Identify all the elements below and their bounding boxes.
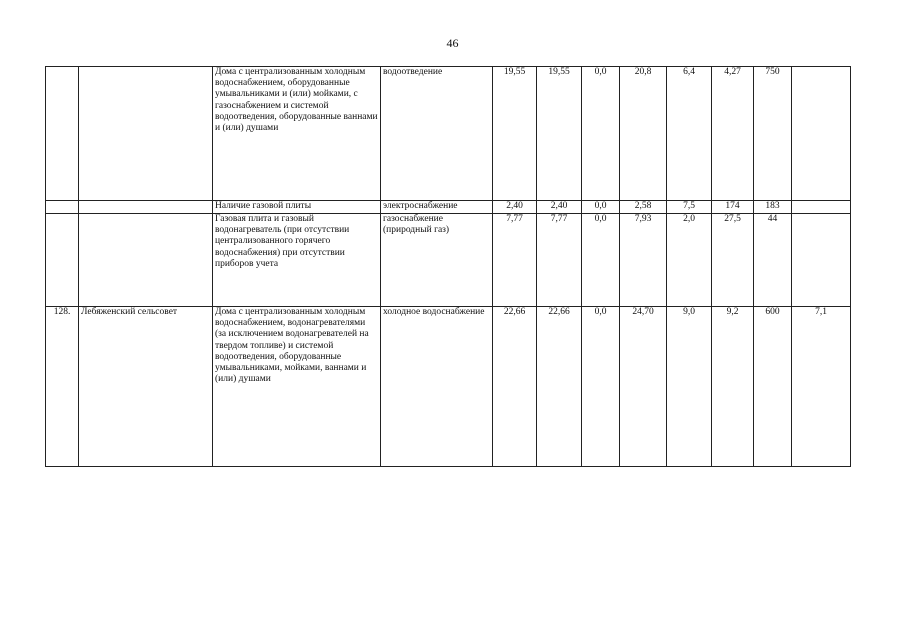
row-number-cell (46, 201, 79, 214)
last-value-cell (792, 201, 851, 214)
value-cell: 174 (712, 201, 754, 214)
value-cell: 600 (754, 307, 792, 467)
settlement-cell (79, 67, 213, 201)
value-cell: 2,58 (620, 201, 667, 214)
description-cell: Дома с централизованным холодным водоснабжением, оборудованные умывальниками и (или) мойками, с газоснабжением и системой водоотведения, оборудованные ваннами и (или) душами (213, 67, 381, 201)
table-row (46, 307, 851, 467)
value-cell: 9,2 (712, 307, 754, 467)
value-cell: 44 (754, 214, 792, 307)
last-value-cell (792, 214, 851, 307)
value-cell: 22,66 (537, 307, 582, 467)
value-cell: 4,27 (712, 67, 754, 201)
value-cell: 22,66 (493, 307, 537, 467)
value-cell: 27,5 (712, 214, 754, 307)
value-cell: 6,4 (667, 67, 712, 201)
row-number-cell (46, 67, 79, 201)
description-cell: Наличие газовой плиты (213, 201, 381, 214)
tariff-table (45, 66, 851, 467)
table-row (46, 214, 851, 307)
value-cell: 7,77 (493, 214, 537, 307)
value-cell: 7,5 (667, 201, 712, 214)
settlement-cell: Лебяженский сельсовет (79, 307, 213, 467)
value-cell: 9,0 (667, 307, 712, 467)
description-cell: Дома с централизованным холодным водоснабжением, водонагревателями (за исключением водонагревателей на твердом топливе) и системой водоотведения, оборудованные умывальниками, мойками, ваннами и (или) душами (213, 307, 381, 467)
row-number-cell: 128. (46, 307, 79, 467)
resource-cell: электроснабжение (381, 201, 493, 214)
table-row (46, 201, 851, 214)
settlement-cell (79, 201, 213, 214)
value-cell: 0,0 (582, 201, 620, 214)
value-cell: 0,0 (582, 67, 620, 201)
value-cell: 0,0 (582, 214, 620, 307)
resource-cell: водоотведение (381, 67, 493, 201)
value-cell: 7,77 (537, 214, 582, 307)
description-cell: Газовая плита и газовый водонагреватель (при отсутствии централизованного горячего водоснабжения) при отсутствии приборов учета (213, 214, 381, 307)
row-number-cell (46, 214, 79, 307)
value-cell: 7,93 (620, 214, 667, 307)
last-value-cell (792, 67, 851, 201)
last-value-cell: 7,1 (792, 307, 851, 467)
page-number: 46 (446, 36, 459, 50)
value-cell: 20,8 (620, 67, 667, 201)
value-cell: 2,40 (493, 201, 537, 214)
value-cell: 2,0 (667, 214, 712, 307)
value-cell: 24,70 (620, 307, 667, 467)
value-cell: 2,40 (537, 201, 582, 214)
value-cell: 0,0 (582, 307, 620, 467)
value-cell: 183 (754, 201, 792, 214)
value-cell: 19,55 (537, 67, 582, 201)
table-row (46, 67, 851, 201)
value-cell: 19,55 (493, 67, 537, 201)
settlement-cell (79, 214, 213, 307)
value-cell: 750 (754, 67, 792, 201)
resource-cell: холодное водоснабжение (381, 307, 493, 467)
resource-cell: газоснабжение (природный газ) (381, 214, 493, 307)
